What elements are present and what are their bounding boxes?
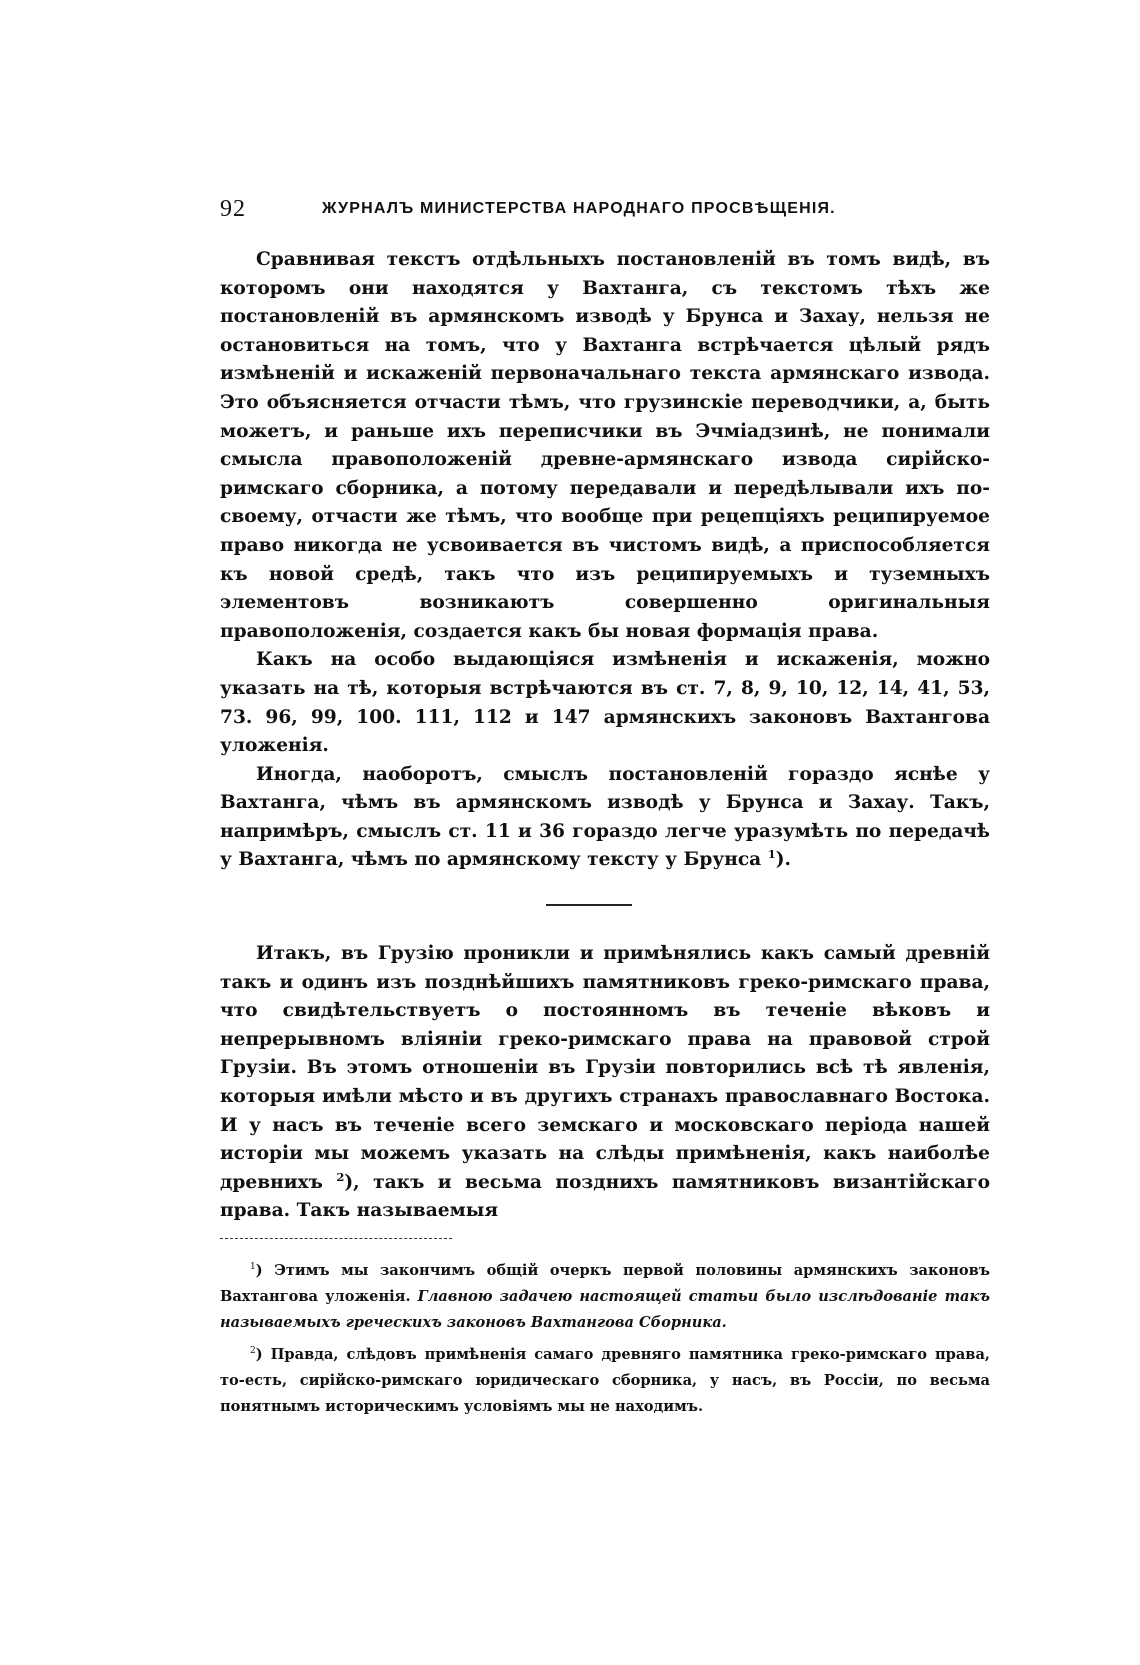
footnote-1-marker: 1 [250, 1262, 256, 1273]
section-2 [220, 940, 990, 1226]
paragraph-2: Какъ на особо выдающіяся измѣненія и искаженія, можно указать на тѣ, которыя встрѣчаются въ ст. 7, 8, 9, 10, 12, 14, 41, 53, 73. 96, 99, 100. 111, 112 и 147 армянскихъ законовъ Вахтангова уложенія. [220, 649, 990, 757]
paragraph-3 [220, 761, 990, 875]
footnote-1 [220, 1258, 990, 1336]
section-1 [220, 246, 990, 875]
paragraph-3-end: ). [775, 849, 791, 871]
page-number: 92 [220, 196, 246, 222]
paragraph-3-text: Иногда, наоборотъ, смыслъ постановленій гораздо яснѣе у Вахтанга, чѣмъ въ армянскомъ изводѣ у Брунса и Захау. Такъ, напримѣръ, смыслъ ст. 11 и 36 гораздо легче уразумѣть по передачѣ у Вахтанга, чѣмъ по армянскому тексту у Брунса [220, 763, 990, 871]
footnote-2 [220, 1342, 990, 1420]
footnote-2-marker: 2 [250, 1346, 256, 1357]
footnote-ref-2: 2 [336, 1169, 345, 1184]
footnote-ref-1: 1 [767, 847, 776, 862]
footnote-2-text: ) Правда, слѣдовъ примѣненія самаго древняго памятника греко-римскаго права, то-есть, сирійско-римскаго юридическаго сборника, у насъ, въ Россіи, по весьма понятнымъ историческимъ условіямъ мы не находимъ. [220, 1346, 990, 1415]
page-header [220, 196, 990, 226]
running-head: ЖУРНАЛЪ МИНИСТЕРСТВА НАРОДНАГО ПРОСВѢЩЕНІЯ. [322, 200, 836, 217]
footnote-separator [220, 1238, 452, 1239]
footnote-1-text: ) Этимъ мы закончимъ общій очеркъ первой половины армянскихъ законовъ Вахтангова уложенія. [220, 1262, 990, 1305]
footnotes [220, 1258, 990, 1426]
section-divider [546, 904, 632, 906]
paragraph-4-text-b: ), такъ и весьма позднихъ памятниковъ византійскаго права. Такъ называемыя [220, 1171, 990, 1222]
footnote-1-italic: Главною задачею настоящей статьи было изслѣдованіе такъ называемыхъ греческихъ законовъ Вахтангова Сборника. [220, 1288, 990, 1331]
paragraph-4 [220, 940, 990, 1226]
paragraph-4-text-a: Итакъ, въ Грузію проникли и примѣнялись какъ самый древній такъ и одинъ изъ позднѣйшихъ памятниковъ греко-римскаго права, что свидѣтельствуетъ о постоянномъ въ теченіе вѣковъ и непрерывномъ вліяніи греко-римскаго права на правовой строй Грузіи. Въ этомъ отношеніи въ Грузіи повторились всѣ тѣ явленія, которыя имѣли мѣсто и въ другихъ странахъ православнаго Востока. И у насъ въ теченіе всего земскаго и московскаго періода нашей исторіи мы можемъ указать на слѣды примѣненія, какъ наиболѣе древнихъ [220, 943, 990, 1193]
paragraph-1: Сравнивая текстъ отдѣльныхъ постановленій въ томъ видѣ, въ которомъ они находятся у Вахтанга, съ текстомъ тѣхъ же постановленій въ армянскомъ изводѣ у Брунса и Захау, нельзя не остановиться на томъ, что у Вахтанга встрѣчается цѣлый рядъ измѣненій и искаженій первоначальнаго текста армянскаго извода. Это объясняется отчасти тѣмъ, что грузинскіе переводчики, а, быть можетъ, и раньше ихъ переписчики въ Эчміадзинѣ, не понимали смысла правоположеній древне-армянскаго извода сирійско-римскаго сборника, а потому передавали и передѣлывали ихъ по-своему, отчасти же тѣмъ, что вообще при рецепціяхъ реципируемое право никогда не усвоивается въ чистомъ видѣ, а приспособляется къ новой средѣ, такъ что изъ реципируемыхъ и туземныхъ элементовъ возникаютъ совершенно оригинальныя правоположенія, создается какъ бы новая формація права. [220, 249, 990, 642]
